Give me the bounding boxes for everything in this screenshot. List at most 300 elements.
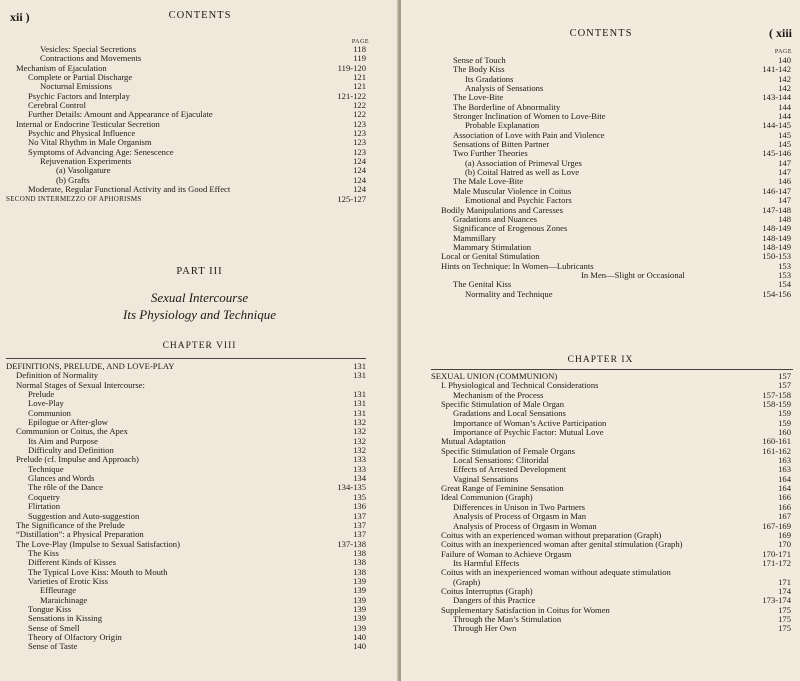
toc-entry-title: Great Range of Feminine Sensation (441, 484, 564, 494)
toc-entry-page: 131 (353, 389, 366, 400)
toc-entry (431, 262, 791, 271)
toc-entry-page: 142 (778, 83, 791, 94)
toc-entry-title: Supplementary Satisfaction in Coitus for Women (441, 605, 610, 615)
toc-entry-title: The Kiss (28, 548, 59, 558)
toc-entry (431, 215, 791, 224)
toc-entry-title: Epilogue or After-glow (28, 418, 109, 428)
left-page-col-label: PAGE (351, 39, 369, 45)
toc-entry-title: (Graph) (453, 577, 481, 587)
toc-entry-title: Its Harmful Effects (453, 558, 520, 568)
toc-entry-title: Coquetry (28, 492, 60, 502)
right-running-head: CONTENTS (569, 28, 633, 39)
left-toc-chapter (6, 362, 366, 652)
toc-entry-page: 132 (353, 435, 366, 446)
toc-entry-title: Analysis of Process of Orgasm in Man (453, 512, 587, 522)
toc-entry (431, 437, 791, 446)
toc-entry-page: 163 (778, 464, 791, 475)
right-page-number: ( xiii (769, 26, 792, 40)
toc-entry (6, 92, 366, 101)
toc-entry-page: 131 (353, 407, 366, 418)
toc-entry (431, 56, 791, 65)
toc-entry-page: 139 (353, 575, 366, 586)
toc-entry-title: Communion or Coitus, the Apex (16, 427, 128, 437)
toc-entry (6, 502, 366, 511)
toc-entry (6, 129, 366, 138)
toc-entry-page: 137-138 (337, 538, 366, 549)
toc-entry-page: 125-127 (337, 193, 366, 204)
toc-entry-title: Technique (28, 464, 64, 474)
toc-entry (6, 185, 366, 194)
toc-entry-title: DEFINITIONS, PRELUDE, AND LOVE-PLAY (6, 362, 175, 371)
toc-entry-title: Coitus with an inexperienced woman without adequate stimulation (441, 568, 671, 578)
toc-entry (6, 549, 366, 558)
toc-entry-page: 144 (778, 111, 791, 122)
toc-entry (431, 531, 791, 540)
toc-entry-title: Theory of Olfactory Origin (28, 632, 122, 642)
toc-entry (6, 568, 366, 577)
toc-entry-title: Sensations in Kissing (28, 614, 103, 624)
toc-entry-title: Effects of Arrested Development (453, 465, 567, 475)
toc-entry-page: 175 (778, 613, 791, 624)
left-page-number: xii ) (10, 10, 30, 24)
toc-entry-page: 132 (353, 426, 366, 437)
toc-entry-page: 147 (778, 195, 791, 206)
toc-entry-page: 135 (353, 491, 366, 502)
left-chapter-rule (6, 358, 366, 359)
toc-entry (6, 605, 366, 614)
toc-entry (431, 391, 791, 400)
toc-entry (6, 381, 366, 390)
toc-entry-page: 122 (353, 100, 366, 111)
toc-entry (6, 101, 366, 110)
toc-entry (431, 290, 791, 299)
toc-entry-page: 157-158 (762, 389, 791, 400)
toc-entry (431, 187, 791, 196)
right-chapter-rule (431, 369, 793, 370)
toc-entry (6, 624, 366, 633)
toc-entry-page: 124 (353, 165, 366, 176)
toc-entry-page: 148-149 (762, 232, 791, 243)
toc-entry-title: Normality and Technique (465, 289, 553, 299)
toc-entry (6, 54, 366, 63)
toc-entry-page: 166 (778, 501, 791, 512)
toc-entry (431, 112, 791, 121)
toc-entry (431, 372, 791, 381)
toc-entry (431, 596, 791, 605)
toc-entry (431, 271, 791, 280)
toc-entry (431, 475, 791, 484)
toc-entry-page: 123 (353, 128, 366, 139)
toc-entry-page: 147 (778, 167, 791, 178)
toc-entry-page: 123 (353, 118, 366, 129)
toc-entry (6, 418, 366, 427)
toc-entry-title: Prelude (28, 390, 55, 400)
toc-entry-page: 123 (353, 137, 366, 148)
toc-entry-page: 154-156 (762, 288, 791, 299)
toc-entry-title: Coitus Interruptus (Graph) (441, 586, 533, 596)
toc-entry-title: In Men—Slight or Occasional (581, 270, 685, 280)
toc-entry (6, 596, 366, 605)
right-chapter-label: CHAPTER IX (567, 355, 634, 365)
toc-entry-title: Its Gradations (465, 74, 514, 84)
toc-entry-title: Tongue Kiss (28, 604, 72, 614)
toc-entry (431, 447, 791, 456)
toc-entry-title: Definition of Normality (16, 371, 99, 381)
toc-entry-page: 147-148 (762, 204, 791, 215)
toc-entry-page: 121 (353, 81, 366, 92)
toc-entry (6, 138, 366, 147)
toc-entry (431, 587, 791, 596)
toc-entry-title: Psychic and Physical Influence (28, 129, 136, 139)
toc-entry-page: 134-135 (337, 482, 366, 493)
toc-entry-page: 146-147 (762, 185, 791, 196)
toc-entry (431, 550, 791, 559)
toc-entry (6, 427, 366, 436)
toc-entry (431, 131, 791, 140)
toc-entry-page: 118 (353, 44, 366, 54)
toc-entry (431, 140, 791, 149)
right-page (401, 0, 800, 681)
toc-entry-page: 140 (353, 631, 366, 642)
toc-entry-title: Probable Explanation (465, 121, 540, 131)
toc-entry-title: Analysis of Sensations (465, 84, 544, 94)
toc-entry-page: 131 (353, 361, 366, 371)
toc-entry (6, 642, 366, 651)
toc-entry (431, 381, 791, 390)
toc-entry-title: Its Aim and Purpose (28, 436, 98, 446)
toc-entry-title: Symptoms of Advancing Age: Senescence (28, 147, 174, 157)
toc-entry-page: 166 (778, 492, 791, 503)
toc-entry (431, 280, 791, 289)
toc-entry-title: Analysis of Process of Orgasm in Woman (453, 521, 597, 531)
toc-entry (431, 493, 791, 502)
toc-entry-page: 122 (353, 109, 366, 120)
toc-entry-title: Importance of Psychic Factor: Mutual Love (453, 428, 604, 438)
toc-entry-title: SECOND INTERMEZZO OF APHORISMS (6, 194, 142, 203)
toc-entry-title: Through Her Own (453, 624, 517, 634)
toc-entry-title: The Love-Bite (453, 93, 504, 103)
toc-entry (6, 176, 366, 185)
toc-entry (6, 614, 366, 623)
toc-entry-page: 137 (353, 529, 366, 540)
toc-entry-page: 121 (353, 72, 366, 83)
toc-entry-page: 139 (353, 622, 366, 633)
toc-entry-title: Complete or Partial Discharge (28, 73, 133, 83)
toc-entry (6, 64, 366, 73)
toc-entry-page: 144 (778, 101, 791, 112)
toc-entry-page: 164 (778, 483, 791, 494)
toc-entry-title: Different Kinds of Kisses (28, 558, 116, 568)
toc-entry-title: Emotional and Psychic Factors (465, 196, 572, 206)
toc-entry-page: 139 (353, 585, 366, 596)
toc-entry-title: Importance of Woman’s Active Participation (453, 418, 607, 428)
toc-entry-page: 148 (778, 213, 791, 224)
toc-entry-title: Mechanism of the Process (453, 390, 544, 400)
toc-entry (431, 522, 791, 531)
toc-entry-page: 139 (353, 594, 366, 605)
toc-entry (6, 483, 366, 492)
toc-entry-title: Moderate, Regular Functional Activity and its Good Effect (28, 185, 231, 195)
toc-entry-page: 121-122 (337, 90, 366, 101)
toc-entry-title: Effleurage (40, 586, 77, 596)
toc-entry-title: SEXUAL UNION (COMMUNION) (431, 372, 558, 381)
toc-entry-title: (a) Association of Primeval Urges (465, 158, 582, 168)
toc-entry-title: Coitus with an experienced woman without preparation (Graph) (441, 530, 662, 540)
toc-entry-title: Varieties of Erotic Kiss (28, 576, 108, 586)
toc-entry-title: Vesicles: Special Secretions (40, 45, 136, 54)
toc-entry (431, 65, 791, 74)
toc-entry (431, 206, 791, 215)
toc-entry (6, 110, 366, 119)
toc-entry (431, 149, 791, 158)
toc-entry-page: 137 (353, 519, 366, 530)
toc-entry-title: The Male Love-Bite (453, 177, 524, 187)
toc-entry (431, 168, 791, 177)
toc-entry-page: 159 (778, 408, 791, 419)
toc-entry (6, 195, 366, 204)
toc-entry (6, 540, 366, 549)
right-toc-chapter (431, 372, 791, 634)
toc-entry-title: Gradations and Nuances (453, 214, 537, 224)
toc-entry (6, 409, 366, 418)
toc-entry (431, 559, 791, 568)
toc-entry-page: 139 (353, 613, 366, 624)
toc-entry-title: Mammary Stimulation (453, 242, 532, 252)
toc-entry-title: Mutual Adaptation (441, 437, 506, 447)
toc-entry-page: 140 (353, 641, 366, 652)
toc-entry (6, 465, 366, 474)
toc-entry-page: 158-159 (762, 399, 791, 410)
left-toc-top (6, 45, 366, 204)
toc-entry-page: 153 (778, 260, 791, 271)
toc-entry-page: 159 (778, 417, 791, 428)
toc-entry-page: 131 (353, 398, 366, 409)
toc-entry (431, 196, 791, 205)
toc-entry-page: 169 (778, 529, 791, 540)
toc-entry-title: Association of Love with Pain and Violence (453, 130, 605, 140)
right-page-col-label: PAGE (774, 49, 792, 55)
toc-entry (431, 234, 791, 243)
toc-entry-title: Cerebral Control (28, 101, 86, 111)
toc-entry-page: 154 (778, 279, 791, 290)
toc-entry (6, 399, 366, 408)
toc-entry-title: Communion (28, 408, 71, 418)
toc-entry-page: 137 (353, 510, 366, 521)
left-page (0, 0, 399, 681)
toc-entry-title: Male Muscular Violence in Coitus (453, 186, 572, 196)
toc-entry-title: Suggestion and Auto-suggestion (28, 511, 140, 521)
toc-entry-title: Two Further Theories (453, 149, 528, 159)
toc-entry-page: 171-172 (762, 557, 791, 568)
toc-entry (6, 45, 366, 54)
toc-entry-title: “Distillation”: a Physical Preparation (16, 530, 144, 540)
toc-entry-title: Coitus with an inexperienced woman after genital stimulation (Graph) (441, 540, 683, 550)
toc-entry-page: 148-149 (762, 223, 791, 234)
toc-entry-page: 139 (353, 603, 366, 614)
toc-entry-page: 147 (778, 157, 791, 168)
toc-entry (431, 624, 791, 633)
toc-entry-title: Flirtation (28, 502, 60, 512)
toc-entry (431, 252, 791, 261)
toc-entry-title: Failure of Woman to Achieve Orgasm (441, 549, 572, 559)
toc-entry-page: 140 (778, 55, 791, 65)
toc-entry-title: Hints on Technique: In Women—Lubricants (441, 261, 594, 271)
toc-entry-page: 119-120 (337, 62, 366, 73)
toc-entry-title: No Vital Rhythm in Male Organism (28, 138, 152, 148)
part-title-line2: Its Physiology and Technique (123, 307, 276, 322)
toc-entry-title: Sensations of Bitten Partner (453, 140, 550, 150)
toc-entry (6, 148, 366, 157)
toc-entry-title: I. Physiological and Technical Considerations (441, 381, 599, 391)
toc-entry-page: 175 (778, 604, 791, 615)
toc-entry-title: Specific Stimulation of Male Organ (441, 400, 564, 410)
toc-entry-page: 160 (778, 427, 791, 438)
toc-entry-page: 132 (353, 445, 366, 456)
toc-entry-page: 143-144 (762, 92, 791, 103)
toc-entry (431, 456, 791, 465)
toc-entry-title: Prelude (cf. Impulse and Approach) (16, 455, 139, 465)
toc-entry-page: 124 (353, 156, 366, 167)
toc-entry-title: (b) Coital Hatred as well as Love (465, 168, 580, 178)
toc-entry-page: 163 (778, 455, 791, 466)
toc-entry (431, 428, 791, 437)
toc-entry-title: Maraichinage (40, 595, 88, 605)
toc-entry-title: Significance of Erogenous Zones (453, 224, 568, 234)
toc-entry-page: 146 (778, 176, 791, 187)
toc-entry (6, 512, 366, 521)
right-toc-top (431, 56, 791, 299)
toc-entry-title: Through the Man’s Stimulation (453, 614, 562, 624)
toc-entry-page: 170 (778, 539, 791, 550)
toc-entry-page: 141-142 (762, 64, 791, 75)
toc-entry (6, 437, 366, 446)
toc-entry-page: 124 (353, 174, 366, 185)
toc-entry (431, 484, 791, 493)
toc-entry-page: 145-146 (762, 148, 791, 159)
toc-entry-title: The Love-Play (Impulse to Sexual Satisfaction) (16, 539, 180, 549)
toc-entry (431, 606, 791, 615)
toc-entry-page: 157 (778, 371, 791, 381)
toc-entry-title: (b) Grafts (56, 175, 90, 185)
toc-entry-page: 170-171 (762, 548, 791, 559)
toc-entry-title: Dangers of this Practice (453, 596, 536, 606)
toc-entry-title: Differences in Unison in Two Partners (453, 502, 586, 512)
toc-entry (431, 177, 791, 186)
toc-entry (431, 578, 791, 587)
toc-entry (431, 103, 791, 112)
toc-entry (431, 224, 791, 233)
toc-entry-page: 142 (778, 73, 791, 84)
toc-entry-title: Mammillary (453, 233, 496, 243)
toc-entry-page: 174 (778, 585, 791, 596)
toc-entry (6, 120, 366, 129)
toc-entry-page: 150-153 (762, 251, 791, 262)
toc-entry (6, 474, 366, 483)
toc-entry-title: Difficulty and Definition (28, 446, 114, 456)
toc-entry (6, 73, 366, 82)
toc-entry-page: 160-161 (762, 436, 791, 447)
toc-entry (6, 633, 366, 642)
toc-entry-page: 171 (778, 576, 791, 587)
left-running-head: CONTENTS (168, 10, 232, 21)
toc-entry (6, 558, 366, 567)
toc-entry-page: 167 (778, 511, 791, 522)
toc-entry-title: Bodily Manipulations and Caresses (441, 205, 563, 215)
toc-entry-title: Contractions and Movements (40, 54, 142, 64)
toc-entry (431, 409, 791, 418)
toc-entry-title: The Genital Kiss (453, 280, 512, 290)
toc-entry (6, 362, 366, 371)
toc-entry-title: The Typical Love Kiss: Mouth to Mouth (28, 567, 168, 577)
toc-entry-page: 138 (353, 547, 366, 558)
toc-entry-page: 123 (353, 146, 366, 157)
toc-entry-title: Stronger Inclination of Women to Love-Bite (453, 112, 606, 122)
toc-entry-title: (a) Vasoligature (56, 166, 111, 176)
toc-entry-title: Nocturnal Emissions (40, 82, 112, 92)
toc-entry-page: 119 (353, 53, 366, 64)
toc-entry-title: Sense of Smell (28, 623, 80, 633)
toc-entry (6, 586, 366, 595)
toc-entry-page: 134 (353, 473, 366, 484)
toc-entry (431, 121, 791, 130)
toc-entry (431, 503, 791, 512)
left-chapter-label: CHAPTER VIII (162, 341, 237, 351)
toc-entry-page: 157 (778, 380, 791, 391)
toc-entry (6, 82, 366, 91)
toc-entry-title: Psychic Factors and Interplay (28, 91, 130, 101)
toc-entry-title: Sense of Taste (28, 642, 78, 652)
toc-entry-page: 144-145 (762, 120, 791, 131)
toc-entry-title: The Borderline of Abnormality (453, 102, 561, 112)
toc-entry (6, 521, 366, 530)
toc-entry-page: 138 (353, 566, 366, 577)
toc-entry-page: 173-174 (762, 595, 791, 606)
toc-entry-title: Internal or Endocrine Testicular Secretion (16, 119, 160, 129)
toc-entry (6, 530, 366, 539)
toc-entry (6, 493, 366, 502)
toc-entry-page: 138 (353, 557, 366, 568)
part-title-line1: Sexual Intercourse (150, 290, 249, 305)
toc-entry-page: 153 (778, 269, 791, 280)
toc-entry (431, 568, 791, 577)
toc-entry (6, 166, 366, 175)
toc-entry-title: Local Sensations: Clitoridal (453, 456, 549, 466)
toc-entry-title: Further Details: Amount and Appearance of Ejaculate (28, 110, 213, 120)
toc-entry (431, 243, 791, 252)
toc-entry (431, 159, 791, 168)
toc-entry (6, 455, 366, 464)
toc-entry (431, 615, 791, 624)
toc-entry (431, 419, 791, 428)
toc-entry (6, 371, 366, 380)
toc-entry-title: Gradations and Local Sensations (453, 409, 566, 419)
toc-entry (6, 390, 366, 399)
toc-entry-title: Glances and Words (28, 474, 95, 484)
toc-entry (6, 577, 366, 586)
toc-entry-title: Rejuvenation Experiments (40, 157, 132, 167)
toc-entry-page: 133 (353, 463, 366, 474)
toc-entry-title: The Body Kiss (453, 65, 505, 75)
toc-entry (6, 157, 366, 166)
toc-entry-page: 136 (353, 501, 366, 512)
toc-entry-title: Mechanism of Ejaculation (16, 63, 107, 73)
toc-entry-title: The Significance of the Prelude (16, 520, 125, 530)
toc-entry-page: 124 (353, 184, 366, 195)
toc-entry (431, 540, 791, 549)
toc-entry (431, 93, 791, 102)
toc-entry-title: The rôle of the Dance (28, 483, 103, 493)
toc-entry-page: 145 (778, 129, 791, 140)
